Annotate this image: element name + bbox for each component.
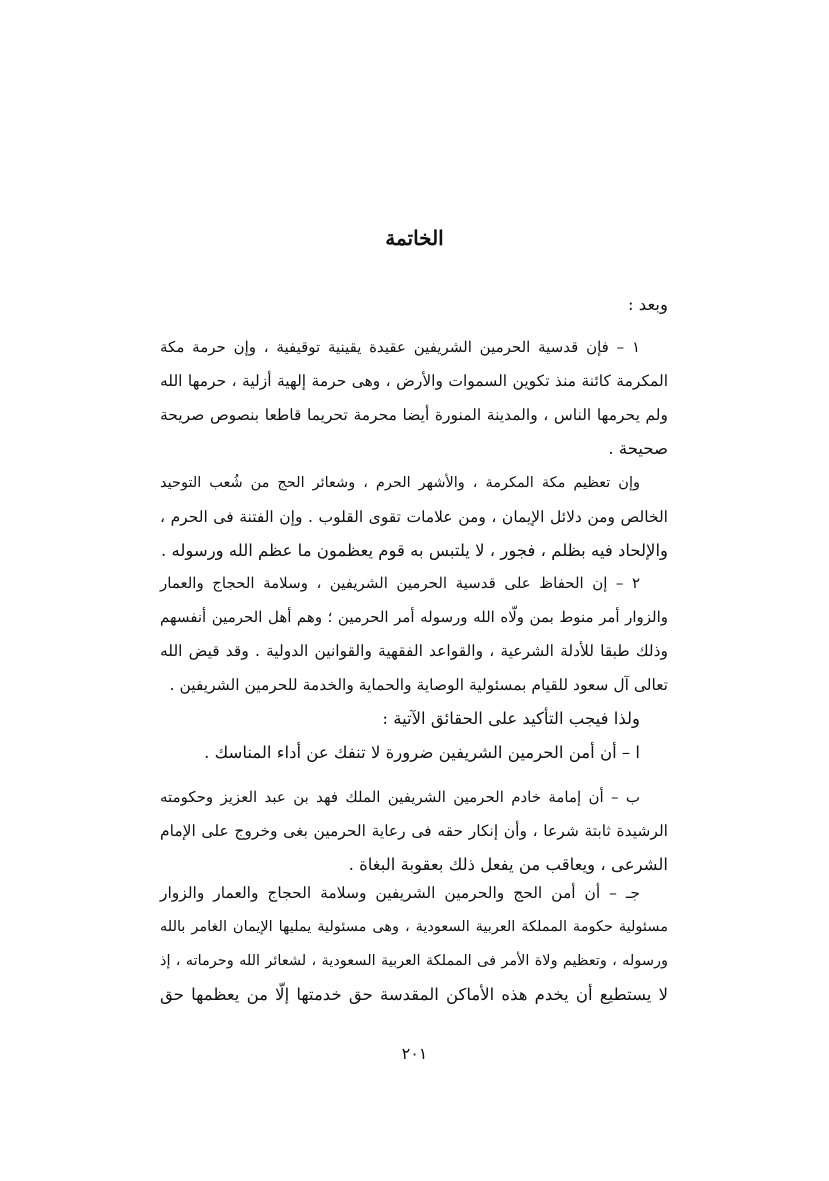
list-item-b: [160, 780, 668, 882]
paragraph-line: تعالى آل سعود للقيام بمسئولية الوصاية والحماية والخدمة للحرمين الشريفين .: [169, 676, 668, 694]
paragraph-line: المكرمة كائنة منذ تكوين السموات والأرض ، وهى حرمة إلهية أزلية ، حرمها الله: [160, 372, 668, 390]
paragraph-line: جـ – أن أمن الحج والحرمين الشريفين وسلامة الحجاج والعمار والزوار: [160, 884, 640, 902]
paragraph-line: الشرعى ، ويعاقب من يفعل ذلك بعقوبة البغاة .: [348, 855, 668, 874]
paragraph-line: الرشيدة ثابتة شرعا ، وأن إنكار حقه فى رعاية الحرمين بغى وخروج على الإمام: [160, 822, 668, 840]
list-item-c: [160, 876, 668, 1012]
paragraph-line: ١ – فإن قدسية الحرمين الشريفين عقيدة يقينية توقيفية ، وإن حرمة مكة: [160, 338, 640, 356]
paragraph-4: [160, 702, 668, 736]
page-title: الخاتمة: [385, 226, 444, 250]
paragraph-line: وإن تعظيم مكة المكرمة ، والأشهر الحرم ، وشعائر الحج من شُعب التوحيد: [160, 475, 640, 491]
paragraph-line: ب – أن إمامة خادم الحرمين الشريفين الملك فهد بن عبد العزيز وحكومته: [160, 788, 640, 806]
paragraph-line: صحيحة .: [608, 439, 668, 458]
paragraph-line: الخالص ومن دلائل الإيمان ، ومن علامات تقوى القلوب . وإن الفتنة فى الحرم ،: [160, 508, 668, 526]
paragraph-2: [160, 466, 668, 568]
paragraph-line: ولم يحرمها الناس ، والمدينة المنورة أيضا محرمة تحريما قاطعا بنصوص صريحة: [160, 406, 668, 424]
paragraph-3: [160, 566, 668, 702]
paragraph-line: والإلحاد فيه بظلم ، فجور ، لا يلتبس به قوم يعظمون ما عظم الله ورسوله .: [161, 541, 668, 560]
opening-block: [160, 288, 668, 322]
page-number: ٢٠١: [401, 1044, 428, 1063]
paragraph-line: مسئولية حكومة المملكة العربية السعودية ، وهى مسئولية يمليها الإيمان الغامر بالله: [160, 919, 668, 935]
paragraph-line: ورسوله ، وتعظيم ولاة الأمر فى المملكة العربية السعودية ، لشعائر الله وحرماته ، إذ: [160, 953, 668, 969]
paragraph-line: والزوار أمر منوط بمن ولّاه الله ورسوله أمر الحرمين ؛ وهم أهل الحرمين أنفسهم: [160, 608, 668, 626]
paragraph-line: ٢ – إن الحفاظ على قدسية الحرمين الشريفين ، وسلامة الحجاج والعمار: [160, 574, 640, 592]
paragraph-line: ولذا فيجب التأكيد على الحقائق الآتية :: [382, 709, 640, 728]
paragraph-1: [160, 330, 668, 466]
paragraph-line: وذلك طبقا للأدلة الشرعية ، والقواعد الفقهية والقوانين الدولية . وقد قيض الله: [160, 642, 668, 660]
paragraph-line: لا يستطيع أن يخدم هذه الأماكن المقدسة حق خدمتها إلّا من يعظمها حق: [160, 985, 668, 1004]
list-item-a: [160, 736, 668, 770]
opening-line: وبعد :: [628, 295, 668, 314]
paragraph-line: ا – أن أمن الحرمين الشريفين ضرورة لا تنفك عن أداء المناسك .: [204, 743, 640, 762]
